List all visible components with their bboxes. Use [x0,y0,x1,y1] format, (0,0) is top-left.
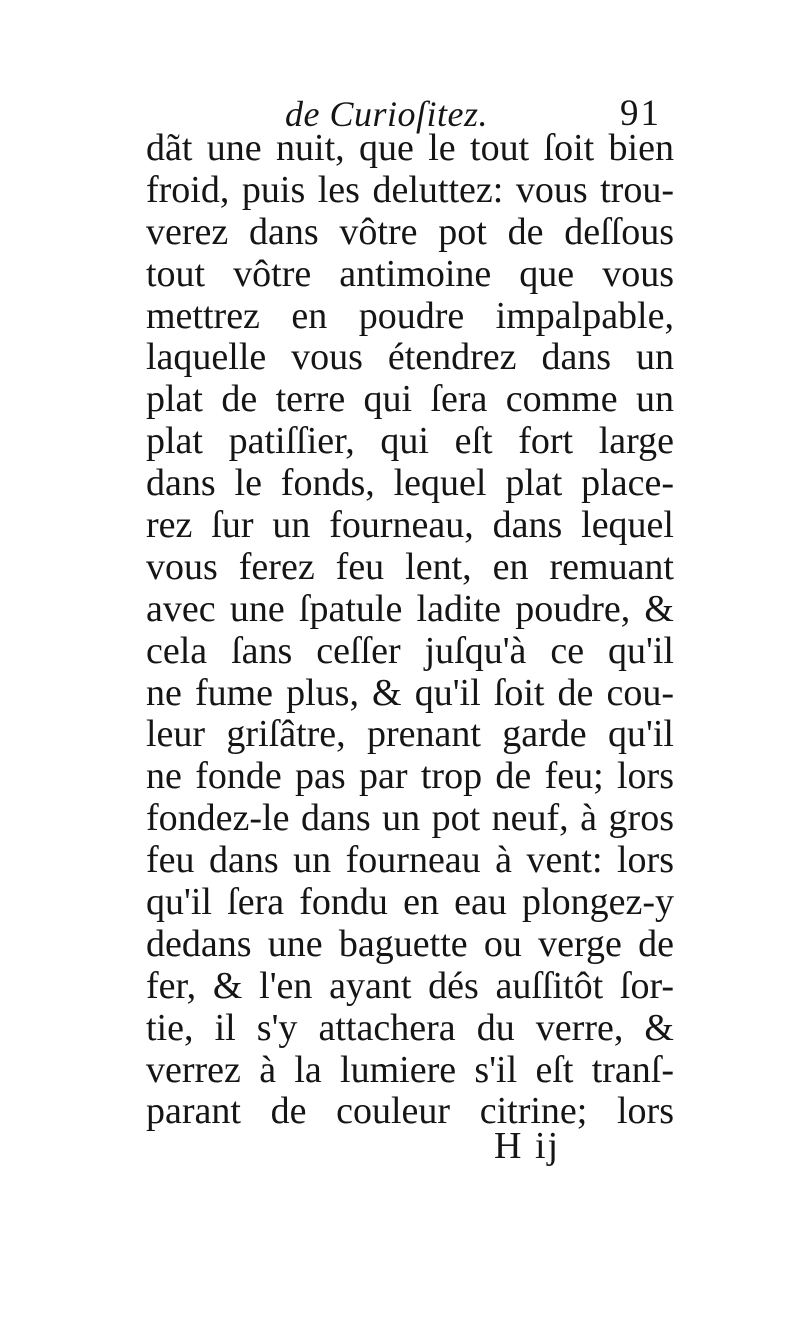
text-line: dedans une baguette ou verge de [146,923,674,965]
text-line: plat de terre qui ſera comme un [146,379,674,421]
text-line: fondez-le dans un pot neuf, à gros [146,798,674,840]
text-line: froid, puis les deluttez: vous trou- [146,169,674,211]
text-line: vous ferez feu lent, en remuant [146,546,674,588]
text-line: verez dans vôtre pot de deſſous [146,211,674,253]
text-line: mettrez en poudre impalpable, [146,295,674,337]
body-text [146,128,674,1133]
page-number: 91 [620,93,661,134]
text-line: feu dans un fourneau à vent: lors [146,840,674,882]
text-line: cela ſans ceſſer juſqu'à ce qu'il [146,630,674,672]
text-line: dãt une nuit, que le tout ſoit bien [146,128,674,169]
text-line: rez ſur un fourneau, dans lequel [146,505,674,547]
text-line: fer, & l'en ayant dés auſſitôt ſor- [146,965,674,1007]
text-line: plat patiſſier, qui eſt fort large [146,421,674,463]
text-line: dans le fonds, lequel plat place- [146,463,674,505]
text-line: qu'il ſera fondu en eau plongez-y [146,882,674,924]
text-line: laquelle vous étendrez dans un [146,337,674,379]
text-line: avec une ſpatule ladite poudre, & [146,588,674,630]
text-line: verrez à la lumiere s'il eſt tranſ- [146,1049,674,1091]
text-line: tie, il s'y attachera du verre, & [146,1007,674,1049]
signature-mark: H ij [494,1125,561,1167]
text-line: ne fonde pas par trop de feu; lors [146,756,674,798]
text-line: ne fume plus, & qu'il ſoit de cou- [146,672,674,714]
running-head-title: de Curioſitez. [285,94,488,134]
text-line: tout vôtre antimoine que vous [146,253,674,295]
text-line: parant de couleur citrine; lors [146,1091,674,1133]
text-line: leur griſâtre, prenant garde qu'il [146,714,674,756]
